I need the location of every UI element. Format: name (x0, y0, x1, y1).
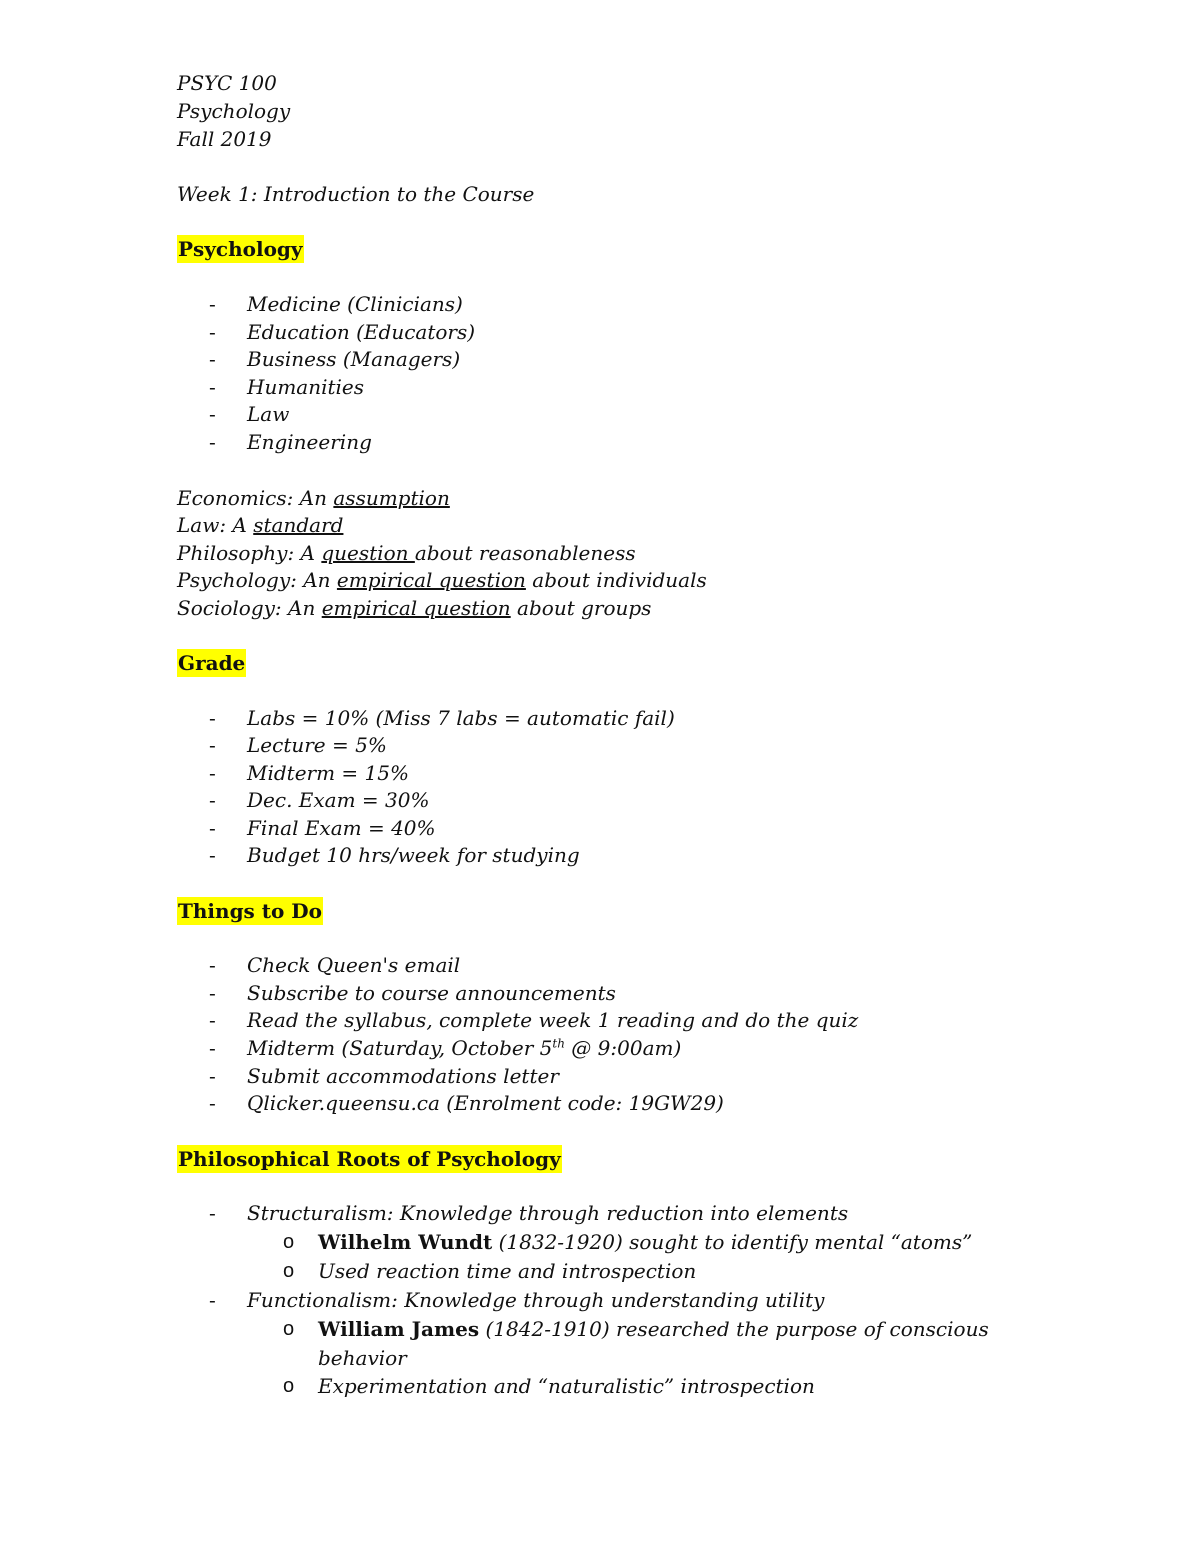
section-heading-things-to-do: Things to Do (178, 899, 322, 923)
discipline-line-philosophy: Philosophy: A question about reasonableness (177, 541, 636, 565)
discipline-line-sociology: Sociology: An empirical question about groups (177, 596, 652, 620)
course-code: PSYC 100 (177, 71, 277, 95)
section-heading-grade: Grade (178, 651, 246, 675)
section-heading-philosophical-roots: Philosophical Roots of Psychology (178, 1147, 561, 1171)
discipline-line-law: Law: A standard (177, 513, 344, 537)
discipline-line-psychology: Psychology: An empirical question about individuals (177, 568, 707, 592)
week-title: Week 1: Introduction to the Course (177, 182, 535, 206)
course-term: Fall 2019 (177, 127, 272, 151)
discipline-line-economics: Economics: An assumption (177, 486, 450, 510)
ordinal-superscript: th (552, 1036, 565, 1051)
course-name: Psychology (177, 99, 291, 123)
section-heading-psychology: Psychology (178, 237, 303, 261)
document-page: PSYC 100 Psychology Fall 2019 Week 1: Introduction to the Course Psychology - Medicine (Clinicians) - Education (Educators) - Business (Managers) - Humanities - Law - Engineering Economics: An assumption Law: A standard Philosophy: A question about reasonableness Psychology: An empirical question about individuals Sociology: An empirical question about groups Grade - Labs = 10% (Miss 7 labs = automatic fail) - Lecture = 5% - Midterm = 15% - Dec. Exam = 30% - Final Exam = 40% - Budget 10 hrs/week for studying Things to Do - Check Queen's email - Subscribe to course announcements - Read the syllabus, complete week 1 reading and do the quiz - Midterm (Saturday, October 5th @ 9:00am) - Submit accommodations letter - Qlicker.queensu.ca (Enrolment code: 19GW29) Philosophical Roots of Psychology - Structuralism: Knowledge through reduction into elements o Wilhelm Wundt (1832-1920) sought to identify mental “atoms” o Used reaction time and introspection - Functionalism: Knowledge through understanding utility o William James (1842-1910) researched the purpose of conscious behavior o Experimentation and “naturalistic” introspection (0, 0, 1200, 1553)
